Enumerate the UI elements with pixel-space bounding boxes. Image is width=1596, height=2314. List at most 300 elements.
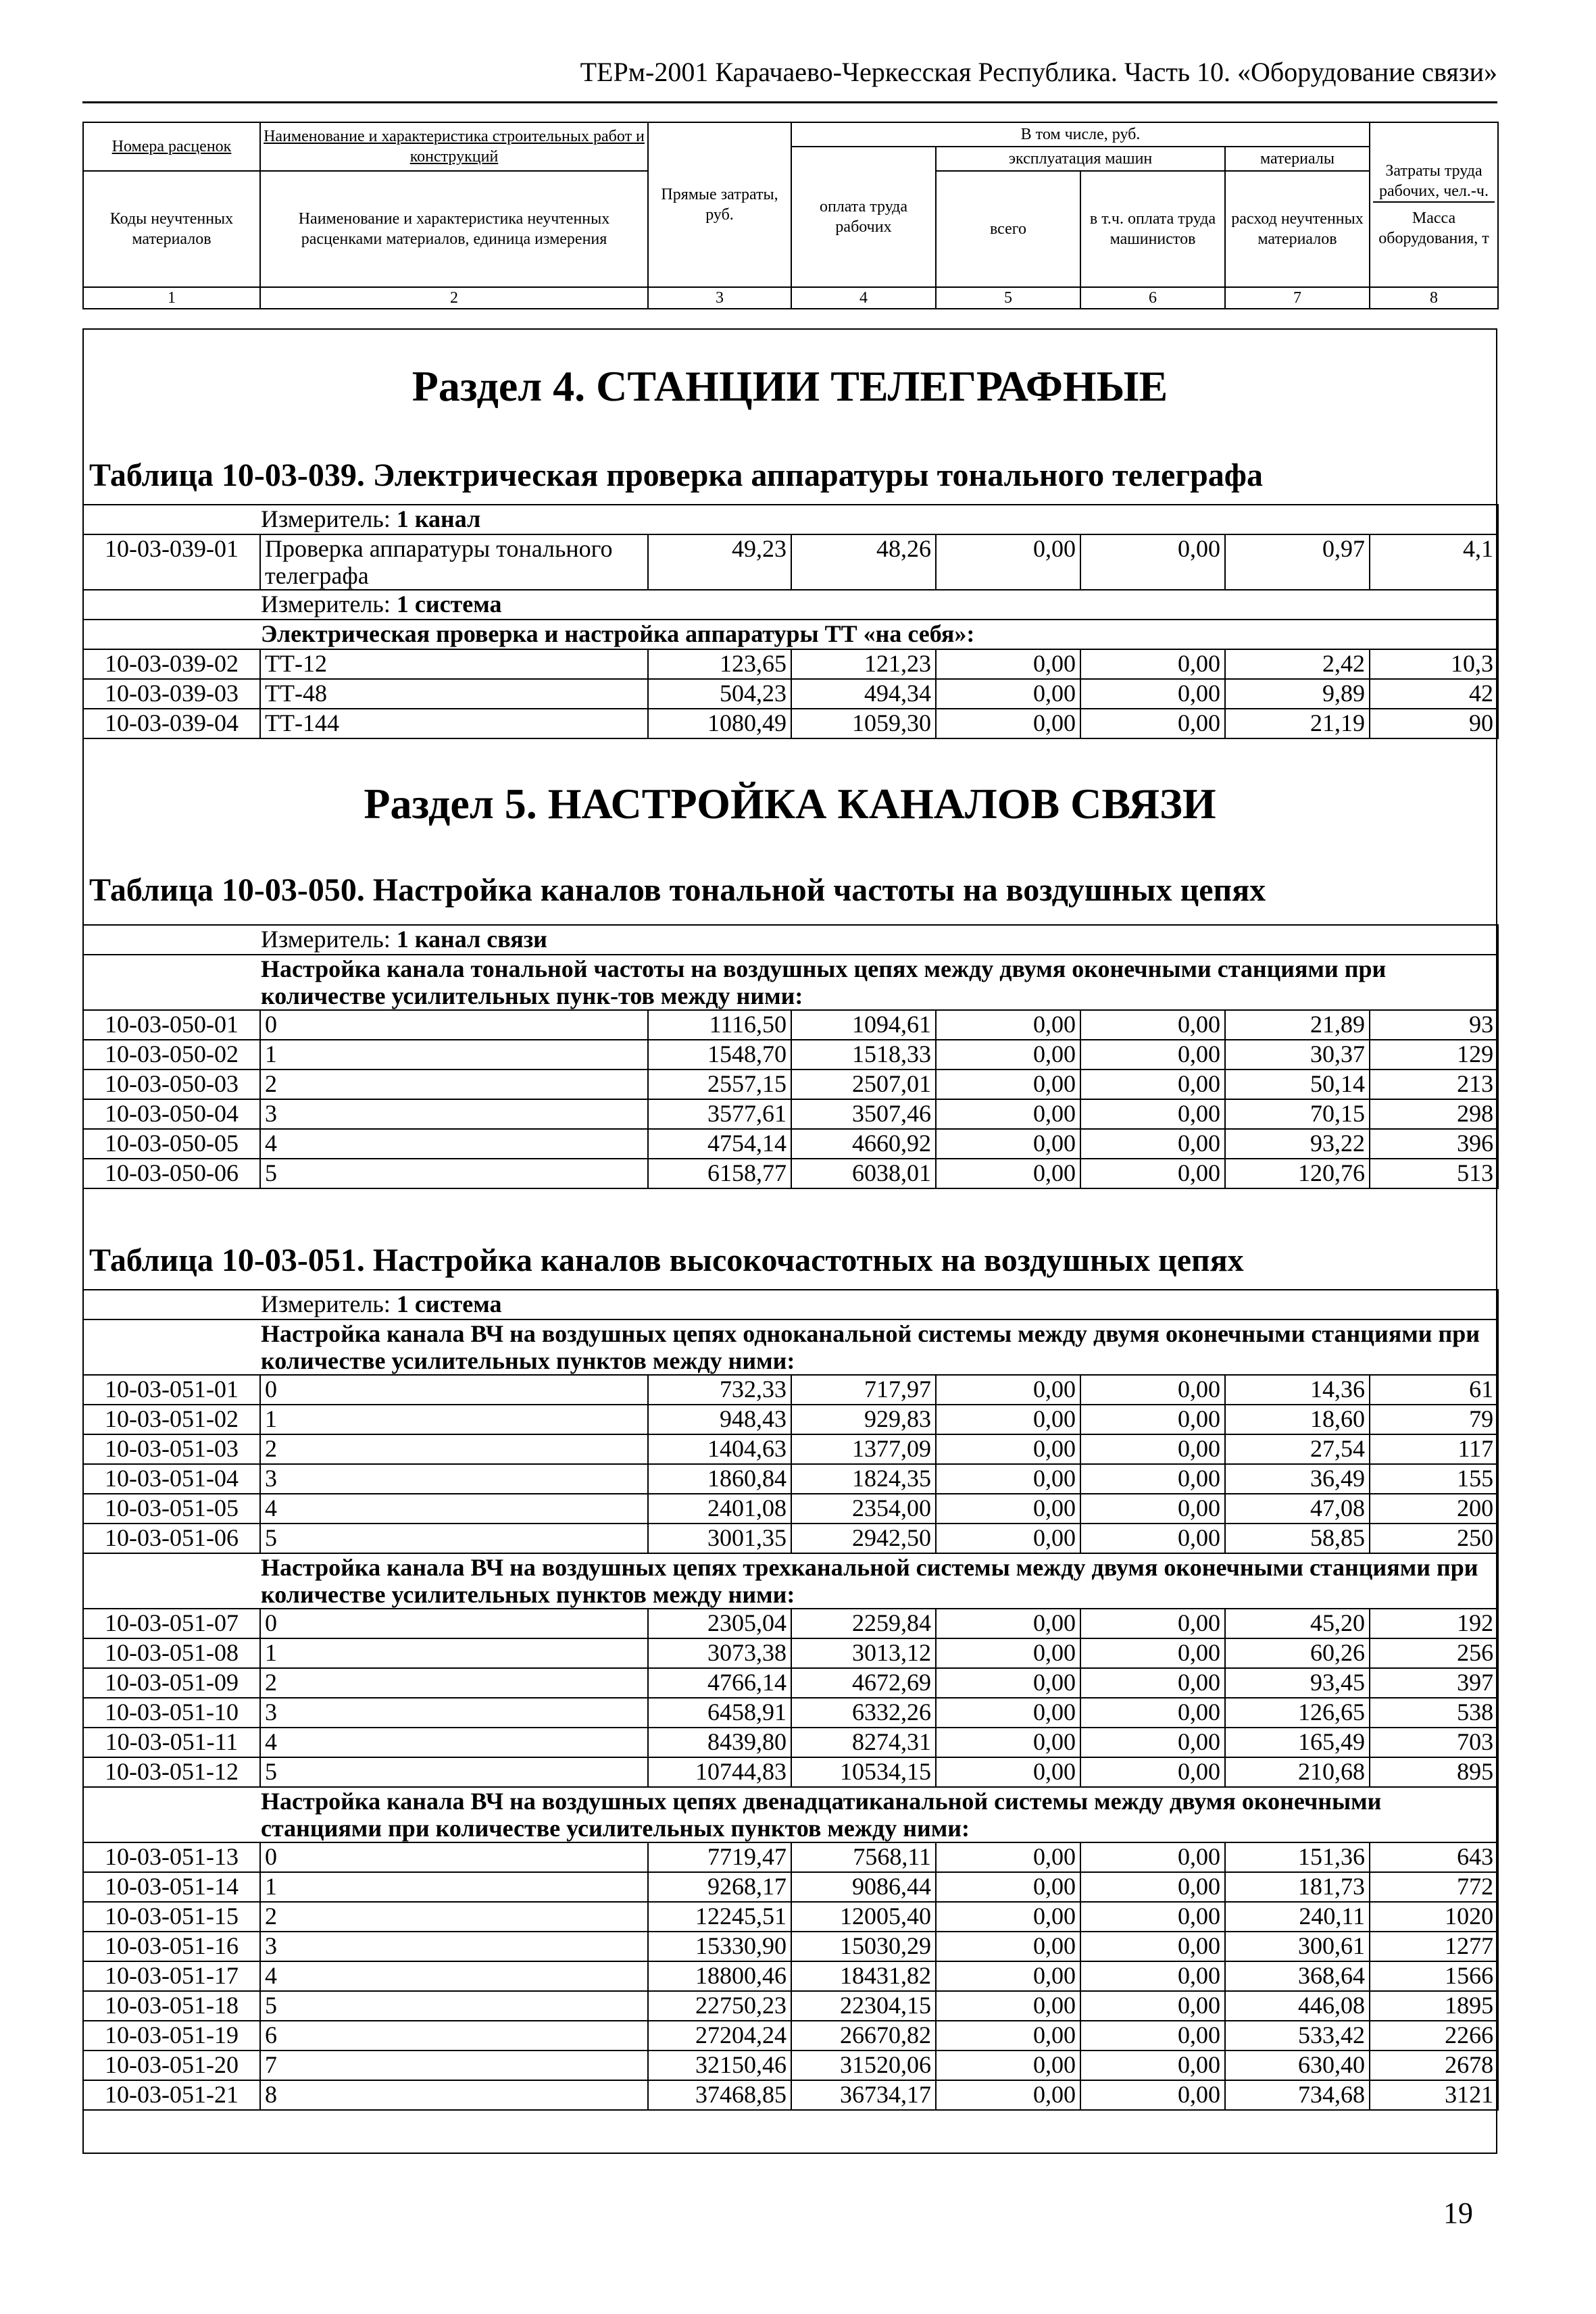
table-cell: 5 [260,1757,648,1787]
subheading-cell: Настройка канала ВЧ на воздушных цепях двенадцатиканальной системы между двумя оконечными станциями при количестве усилительных пунктов между ними: [83,1787,1498,1842]
table-cell: 494,34 [791,679,936,709]
table-cell: 2678 [1370,2051,1498,2080]
table-cell: 2 [260,1668,648,1698]
subheading-row [83,1319,1498,1375]
table-cell: 15330,90 [648,1932,791,1961]
table-cell: 0,00 [936,679,1080,709]
table-cell: 1020 [1370,1902,1498,1932]
table-cell: 27204,24 [648,2021,791,2051]
table-cell: 396 [1370,1129,1498,1159]
table-cell: 0,00 [936,1932,1080,1961]
table-cell: 6458,91 [648,1698,791,1728]
table-row [83,1638,1498,1668]
table-cell: ТТ-48 [260,679,648,709]
table-row [83,709,1498,738]
table-cell: 21,19 [1225,709,1370,738]
table-cell: 22304,15 [791,1991,936,2021]
table-cell: 732,33 [648,1375,791,1405]
table-cell: 1895 [1370,1991,1498,2021]
table-cell: 0,00 [1080,1070,1225,1099]
measure-row: Измеритель: 1 канал связи [83,925,1498,955]
table-row [83,649,1498,679]
table-050-title: Таблица 10-03-050. Настройка каналов тональной частоты на воздушных цепях [89,872,1266,908]
col-number: 3 [648,287,791,309]
table-cell: 538 [1370,1698,1498,1728]
table-cell: 60,26 [1225,1638,1370,1668]
table-cell: 10744,83 [648,1757,791,1787]
table-cell: 513 [1370,1159,1498,1188]
table-cell: 533,42 [1225,2021,1370,2051]
table-cell: 3 [260,1464,648,1494]
table-cell: 0 [260,1375,648,1405]
table-row [83,1728,1498,1757]
table-row [83,1159,1498,1188]
table-cell: 3001,35 [648,1524,791,1553]
table-cell: 10-03-039-04 [83,709,260,738]
table-cell: 37468,85 [648,2080,791,2110]
table-cell: 18431,82 [791,1961,936,1991]
table-cell: 22750,23 [648,1991,791,2021]
table-cell: 10-03-050-05 [83,1129,260,1159]
table-cell: ТТ-12 [260,649,648,679]
table-cell: 8 [260,2080,648,2110]
table-cell: 10-03-051-13 [83,1842,260,1872]
table-cell: 27,54 [1225,1434,1370,1464]
table-cell: 79 [1370,1405,1498,1434]
table-cell: 0,00 [936,1159,1080,1188]
including-header: В том числе, руб. [791,122,1370,147]
table-cell: 0,00 [1080,679,1225,709]
table-row [83,1405,1498,1434]
table-row [83,1668,1498,1698]
table-cell: 10-03-050-03 [83,1070,260,1099]
table-cell: 0,00 [1080,1494,1225,1524]
table-cell: 8274,31 [791,1728,936,1757]
table-cell: 10-03-051-07 [83,1609,260,1638]
table-cell: 181,73 [1225,1872,1370,1902]
table-cell: 1824,35 [791,1464,936,1494]
table-cell: 9086,44 [791,1872,936,1902]
table-cell: 0,00 [936,1434,1080,1464]
col-number: 8 [1370,287,1498,309]
table-row [83,1932,1498,1961]
table-cell: 10-03-051-12 [83,1757,260,1787]
table-cell: 0,00 [936,1609,1080,1638]
table-cell: 1404,63 [648,1434,791,1464]
col4-header: оплата труда рабочих [791,147,936,287]
table-cell: 42 [1370,679,1498,709]
table-cell: 50,14 [1225,1070,1370,1099]
table-cell: 213 [1370,1070,1498,1099]
col8-top: Затраты труда рабочих, чел.-ч. [1379,162,1489,200]
col1-top-header: Номера расценок [83,122,260,171]
table-row [83,1070,1498,1099]
table-039-title: Таблица 10-03-039. Электрическая проверка аппаратуры тонального телеграфа [89,457,1263,493]
table-cell: 0,00 [936,2021,1080,2051]
table-cell: 240,11 [1225,1902,1370,1932]
table-cell: 0,00 [1080,2080,1225,2110]
table-cell: 31520,06 [791,2051,936,2080]
table-cell: 5 [260,1159,648,1188]
table-cell: 10-03-051-16 [83,1932,260,1961]
table-cell: 256 [1370,1638,1498,1668]
section-4-heading: Раздел 4. СТАНЦИИ ТЕЛЕГРАФНЫЕ [412,362,1168,410]
table-cell: 12245,51 [648,1902,791,1932]
table-cell: 18,60 [1225,1405,1370,1434]
table-cell: 0,00 [1080,2051,1225,2080]
table-cell: 120,76 [1225,1159,1370,1188]
table-cell: 7719,47 [648,1842,791,1872]
measure-row: Измеритель: 1 канал [83,505,1498,534]
table-cell: 0,00 [936,1010,1080,1040]
table-cell: 2 [260,1434,648,1464]
table-cell: 10-03-051-04 [83,1464,260,1494]
table-cell: 151,36 [1225,1842,1370,1872]
table-cell: 200 [1370,1494,1498,1524]
table-cell: 2354,00 [791,1494,936,1524]
table-cell: 0,00 [936,1129,1080,1159]
table-cell: 1518,33 [791,1040,936,1070]
table-cell: 10,3 [1370,649,1498,679]
table-row [83,1991,1498,2021]
table-cell: 0 [260,1842,648,1872]
table-cell: 3 [260,1099,648,1129]
table-cell: 129 [1370,1040,1498,1070]
table-cell: 630,40 [1225,2051,1370,2080]
table-cell: 2 [260,1902,648,1932]
table-row [83,1375,1498,1405]
table-cell: 0,00 [936,1099,1080,1129]
table-cell: 4 [260,1494,648,1524]
table-cell: 7568,11 [791,1842,936,1872]
table-cell: 10-03-051-11 [83,1728,260,1757]
table-cell: 15030,29 [791,1932,936,1961]
table-cell: 0,00 [1080,1040,1225,1070]
measure-row: Измеритель: 1 система [83,1290,1498,1319]
table-cell: 0,00 [936,1902,1080,1932]
table-cell: 3 [260,1932,648,1961]
table-cell: 8439,80 [648,1728,791,1757]
table-cell: 397 [1370,1668,1498,1698]
table-cell: 0,00 [936,1757,1080,1787]
table-cell: 6 [260,2021,648,2051]
table-cell: 1566 [1370,1961,1498,1991]
col7-header: расход неучтенных материалов [1225,171,1370,287]
table-cell: 36734,17 [791,2080,936,2110]
col-number: 5 [936,287,1080,309]
table-cell: 2401,08 [648,1494,791,1524]
table-row [83,1961,1498,1991]
table-cell: 10-03-051-09 [83,1668,260,1698]
table-cell: 0,00 [936,1464,1080,1494]
table-cell: 734,68 [1225,2080,1370,2110]
table-cell: 2942,50 [791,1524,936,1553]
section-5-heading: Раздел 5. НАСТРОЙКА КАНАЛОВ СВЯЗИ [364,780,1216,828]
table-cell: 1377,09 [791,1434,936,1464]
table-cell: 10-03-050-04 [83,1099,260,1129]
table-row [83,1524,1498,1553]
col-number: 6 [1080,287,1225,309]
col6-header: в т.ч. оплата труда машинистов [1080,171,1225,287]
table-cell: 0,00 [936,1405,1080,1434]
table-cell: 5 [260,1524,648,1553]
table-row [83,1434,1498,1464]
table-cell: 4766,14 [648,1668,791,1698]
table-cell: 3577,61 [648,1099,791,1129]
table-cell: 0,00 [1080,1872,1225,1902]
table-cell: 298 [1370,1099,1498,1129]
table-cell: 3 [260,1698,648,1728]
table-cell: 0,00 [936,2051,1080,2080]
table-cell: 0,00 [936,649,1080,679]
col8-header [1370,122,1498,287]
table-cell: 10-03-051-20 [83,2051,260,2080]
table-cell: 26670,82 [791,2021,936,2051]
table-cell: 4 [260,1961,648,1991]
table-039 [82,504,1499,739]
table-cell: 10-03-051-21 [83,2080,260,2110]
table-row [83,1902,1498,1932]
col5-header: всего [936,171,1080,287]
table-cell: 1059,30 [791,709,936,738]
table-cell: 0 [260,1010,648,1040]
subheading-row: Настройка канала тональной частоты на воздушных цепях между двумя оконечными станциями при количестве усилительных пунк-тов между ними: [83,955,1498,1010]
table-cell: 47,08 [1225,1494,1370,1524]
table-row [83,1010,1498,1040]
table-cell: 4660,92 [791,1129,936,1159]
table-cell: 61 [1370,1375,1498,1405]
table-cell: 121,23 [791,649,936,679]
table-cell: 7 [260,2051,648,2080]
table-cell: 21,89 [1225,1010,1370,1040]
table-cell: 2305,04 [648,1609,791,1638]
table-cell: 0,00 [936,709,1080,738]
machines-header: эксплуатация машин [936,147,1225,171]
col2-bottom-header: Наименование и характеристика неучтенных расценками материалов, единица измерения [260,171,648,287]
table-cell: 10-03-051-03 [83,1434,260,1464]
table-cell: 2 [260,1070,648,1099]
table-cell: 0,00 [936,1494,1080,1524]
table-cell: 117 [1370,1434,1498,1464]
table-cell: 1548,70 [648,1040,791,1070]
table-cell: 93,45 [1225,1668,1370,1698]
subheading-row [83,1553,1498,1609]
table-051-title: Таблица 10-03-051. Настройка каналов высокочастотных на воздушных цепях [89,1242,1244,1278]
subheading-cell: Настройка канала ВЧ на воздушных цепях трехканальной системы между двумя оконечными станциями при количестве усилительных пунктов между ними: [83,1553,1498,1609]
table-cell: 300,61 [1225,1932,1370,1961]
table-row [83,2051,1498,2080]
table-cell: 10-03-051-19 [83,2021,260,2051]
table-cell: 93,22 [1225,1129,1370,1159]
table-cell: 1277 [1370,1932,1498,1961]
table-cell: 0,00 [936,1698,1080,1728]
table-cell: 0,00 [1080,1698,1225,1728]
table-row [83,1099,1498,1129]
table-cell: 90 [1370,709,1498,738]
table-cell: 6158,77 [648,1159,791,1188]
table-cell: 3013,12 [791,1638,936,1668]
table-cell: ТТ-144 [260,709,648,738]
table-cell: 6332,26 [791,1698,936,1728]
table-cell: 0,00 [1080,1405,1225,1434]
table-cell: 0,00 [1080,649,1225,679]
table-cell: 0,00 [936,1991,1080,2021]
table-cell: 10-03-051-02 [83,1405,260,1434]
table-cell: 0,00 [936,1872,1080,1902]
table-row [83,679,1498,709]
column-header-table [82,122,1499,309]
table-050 [82,924,1499,1189]
table-cell: 643 [1370,1842,1498,1872]
table-051 [82,1289,1499,2111]
table-cell: 10-03-051-01 [83,1375,260,1405]
table-cell: 93 [1370,1010,1498,1040]
col-number: 7 [1225,287,1370,309]
table-cell: 10-03-051-08 [83,1638,260,1668]
running-header: ТЕРм-2001 Карачаево-Черкесская Республика. Часть 10. «Оборудование связи» [580,57,1497,87]
table-cell: 0 [260,1609,648,1638]
table-cell: 0,00 [1080,1961,1225,1991]
col2-top-header: Наименование и характеристика строительных работ и конструкций [260,122,648,171]
table-cell: 70,15 [1225,1099,1370,1129]
table-cell: 210,68 [1225,1757,1370,1787]
table-cell: 155 [1370,1464,1498,1494]
table-cell: 4672,69 [791,1668,936,1698]
col3-header: Прямые затраты, руб. [648,122,791,287]
table-cell: 165,49 [1225,1728,1370,1757]
col-number: 2 [260,287,648,309]
measure-row: Измеритель: 1 система [83,590,1498,620]
table-cell: 45,20 [1225,1609,1370,1638]
table-cell: 2,42 [1225,649,1370,679]
table-cell: 0,00 [1080,1159,1225,1188]
table-cell: 4 [260,1728,648,1757]
table-cell: 0,00 [1080,1668,1225,1698]
col8-bottom: Масса оборудования, т [1373,201,1495,249]
table-cell: 929,83 [791,1405,936,1434]
table-cell: 10-03-051-14 [83,1872,260,1902]
page-number: 19 [1443,2196,1473,2230]
table-cell: 1 [260,1040,648,1070]
table-cell: 10-03-050-02 [83,1040,260,1070]
table-cell: 123,65 [648,649,791,679]
subheading-row [83,1787,1498,1842]
table-cell: 0,00 [936,1040,1080,1070]
table-cell: 0,00 [1080,1464,1225,1494]
table-cell: 0,00 [1080,1757,1225,1787]
table-row [83,1040,1498,1070]
table-cell: 1116,50 [648,1010,791,1040]
table-row: 10-03-039-01 Проверка аппаратуры тонального телеграфа 49,23 48,26 0,00 0,00 0,97 4,1 [83,534,1498,590]
table-cell: 1094,61 [791,1010,936,1040]
table-row [83,1464,1498,1494]
table-cell: 0,00 [936,1961,1080,1991]
table-cell: 0,00 [1080,1728,1225,1757]
table-row [83,1872,1498,1902]
table-cell: 0,00 [1080,1932,1225,1961]
table-cell: 9268,17 [648,1872,791,1902]
col-number: 4 [791,287,936,309]
table-cell: 14,36 [1225,1375,1370,1405]
table-cell: 895 [1370,1757,1498,1787]
table-cell: 772 [1370,1872,1498,1902]
table-cell: 10-03-051-17 [83,1961,260,1991]
subheading-cell: Настройка канала ВЧ на воздушных цепях одноканальной системы между двумя оконечными станциями при количестве усилительных пунктов между ними: [83,1319,1498,1375]
table-cell: 10-03-039-03 [83,679,260,709]
table-row [83,2080,1498,2110]
table-cell: 36,49 [1225,1464,1370,1494]
table-cell: 0,00 [936,1728,1080,1757]
table-cell: 0,00 [936,1842,1080,1872]
table-cell: 717,97 [791,1375,936,1405]
table-cell: 2507,01 [791,1070,936,1099]
table-cell: 2259,84 [791,1609,936,1638]
table-row [83,1494,1498,1524]
table-cell: 10-03-050-06 [83,1159,260,1188]
table-cell: 10-03-051-10 [83,1698,260,1728]
table-cell: 1080,49 [648,709,791,738]
table-cell: 10-03-051-05 [83,1494,260,1524]
materials-header: материалы [1225,147,1370,171]
table-cell: 3073,38 [648,1638,791,1668]
table-cell: 5 [260,1991,648,2021]
table-cell: 0,00 [1080,1638,1225,1668]
table-cell: 32150,46 [648,2051,791,2080]
table-cell: 446,08 [1225,1991,1370,2021]
table-row [83,2021,1498,2051]
table-row [83,1757,1498,1787]
table-cell: 126,65 [1225,1698,1370,1728]
table-cell: 1860,84 [648,1464,791,1494]
table-cell: 58,85 [1225,1524,1370,1553]
table-cell: 0,00 [936,1375,1080,1405]
table-cell: 0,00 [1080,1129,1225,1159]
table-row [83,1609,1498,1638]
table-cell: 0,00 [1080,1434,1225,1464]
table-cell: 10534,15 [791,1757,936,1787]
table-cell: 0,00 [1080,1842,1225,1872]
table-cell: 18800,46 [648,1961,791,1991]
table-cell: 504,23 [648,679,791,709]
table-cell: 0,00 [1080,1609,1225,1638]
table-cell: 1 [260,1638,648,1668]
table-cell: 0,00 [936,2080,1080,2110]
table-cell: 192 [1370,1609,1498,1638]
table-cell: 10-03-050-01 [83,1010,260,1040]
table-cell: 0,00 [1080,1524,1225,1553]
table-cell: 30,37 [1225,1040,1370,1070]
table-cell: 948,43 [648,1405,791,1434]
table-cell: 2266 [1370,2021,1498,2051]
table-cell: 2557,15 [648,1070,791,1099]
table-row [83,1842,1498,1872]
table-cell: 6038,01 [791,1159,936,1188]
header-rule [82,101,1497,103]
table-row [83,1129,1498,1159]
table-cell: 0,00 [936,1668,1080,1698]
table-cell: 0,00 [936,1638,1080,1668]
table-cell: 0,00 [1080,2021,1225,2051]
table-cell: 0,00 [1080,1099,1225,1129]
table-cell: 703 [1370,1728,1498,1757]
table-cell: 10-03-051-06 [83,1524,260,1553]
table-cell: 10-03-051-15 [83,1902,260,1932]
subheading-row: Электрическая проверка и настройка аппаратуры ТТ «на себя»: [83,620,1498,649]
table-cell: 0,00 [1080,1375,1225,1405]
table-cell: 10-03-039-02 [83,649,260,679]
table-cell: 0,00 [1080,709,1225,738]
table-cell: 0,00 [936,1070,1080,1099]
